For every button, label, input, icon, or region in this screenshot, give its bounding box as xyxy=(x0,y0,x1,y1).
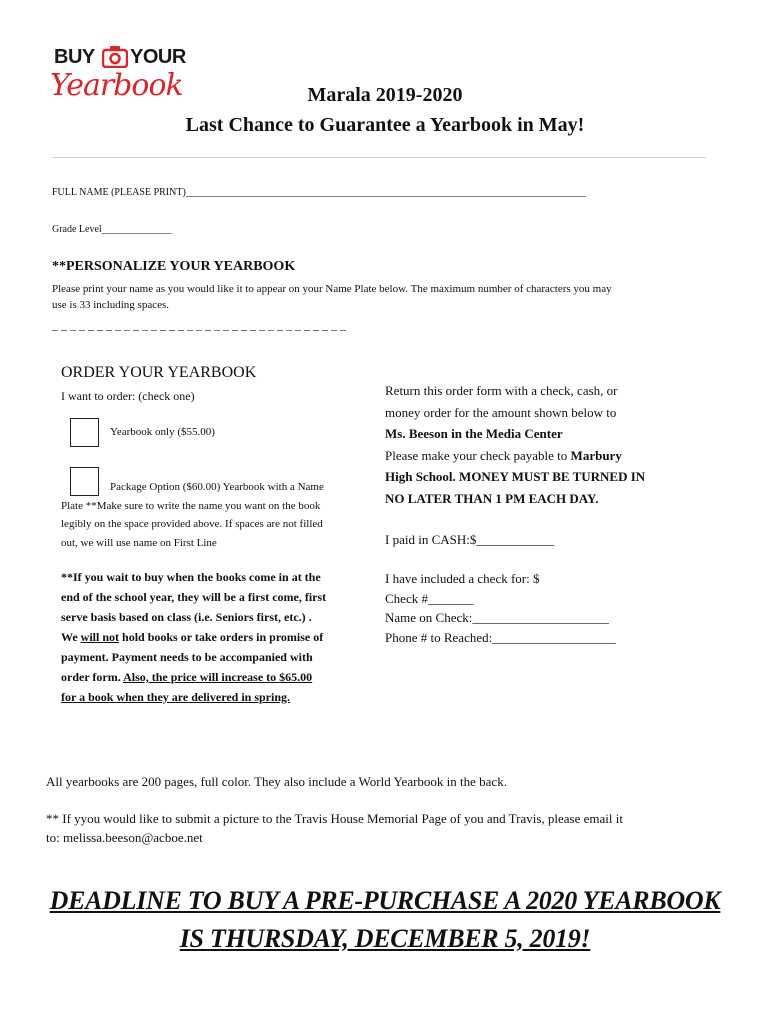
check-number-field[interactable]: Check #_______ xyxy=(385,590,474,606)
personalize-heading: **PERSONALIZE YOUR YEARBOOK xyxy=(52,259,296,274)
notice-price-increase: Also, the price will increase to $65.00 xyxy=(123,670,313,684)
deadline-line-1: DEADLINE TO BUY A PRE-PURCHASE A 2020 YEARBOOK xyxy=(49,886,721,915)
yearbook-only-checkbox[interactable] xyxy=(70,418,99,447)
deadline-line-2: IS THURSDAY, DECEMBER 5, 2019! xyxy=(179,924,591,953)
personalize-line-2: use is 33 including spaces. xyxy=(52,299,170,311)
notice-line-5: payment. Payment needs to be accompanied with xyxy=(61,650,313,664)
page-title: Marala 2019-2020 xyxy=(307,84,463,106)
name-on-check-field[interactable]: Name on Check:_____________________ xyxy=(385,610,609,625)
return-line-6: NO LATER THAN 1 PM EACH DAY. xyxy=(385,490,599,506)
page-subtitle: Last Chance to Guarantee a Yearbook in May! xyxy=(185,114,585,136)
personalize-instructions xyxy=(52,281,712,313)
logo-text-yearbook: Yearbook xyxy=(50,68,183,103)
late-purchase-notice xyxy=(61,567,381,707)
notice-line-4-c: hold books or take orders in promise of xyxy=(119,630,324,644)
return-school-name: Marbury xyxy=(570,447,622,463)
camera-icon xyxy=(102,44,128,68)
memorial-line-1: ** If yyou would like to submit a picture to the Travis House Memorial Page of you and Travis, please email it xyxy=(46,811,623,826)
notice-line-4 xyxy=(61,627,381,647)
return-line-2: money order for the amount shown below to xyxy=(385,404,617,420)
notice-line-3: serve basis based on class (i.e. Seniors first, etc.) . xyxy=(61,610,312,624)
return-line-4-a: Please make your check payable to xyxy=(385,447,571,463)
notice-line-6 xyxy=(61,667,381,687)
order-heading: ORDER YOUR YEARBOOK xyxy=(61,364,257,381)
notice-line-6-a: order form. xyxy=(61,670,124,684)
notice-line-2: end of the school year, they will be a first come, first xyxy=(61,590,327,604)
package-option-label xyxy=(61,478,371,552)
notice-line-4-a: We xyxy=(61,630,81,644)
return-instructions xyxy=(385,380,715,509)
yearbook-only-label: Yearbook only ($55.00) xyxy=(110,426,215,438)
header-divider xyxy=(52,157,706,158)
name-plate-field[interactable]: _ _ _ _ _ _ _ _ _ _ _ _ _ _ _ _ _ _ _ _ _ _ _ _ _ _ _ _ _ _ _ _ _ xyxy=(52,318,346,332)
notice-will-not: will not xyxy=(80,630,120,644)
notice-line-7: for a book when they are delivered in spring. xyxy=(61,690,291,704)
package-option-line-4: out, we will use name on First Line xyxy=(61,536,217,549)
yearbook-info: All yearbooks are 200 pages, full color. They also include a World Yearbook in the back. xyxy=(46,774,507,789)
full-name-field[interactable]: FULL NAME (PLEASE PRINT)________________________________________________________________________________ xyxy=(52,187,586,198)
logo-text-your: YOUR xyxy=(130,46,186,68)
cash-paid-field[interactable]: I paid in CASH:$____________ xyxy=(385,532,555,547)
grade-level-field[interactable]: Grade Level______________ xyxy=(52,224,172,235)
notice-line-1: **If you wait to buy when the books come in at the xyxy=(61,570,321,584)
phone-field[interactable]: Phone # to Reached:___________________ xyxy=(385,629,616,645)
order-subheading: I want to order: (check one) xyxy=(61,389,195,403)
memorial-line-2: to: melissa.beeson@acboe.net xyxy=(46,830,203,845)
return-line-1: Return this order form with a check, cash, or xyxy=(385,383,618,398)
return-line-4 xyxy=(385,445,715,467)
logo-text-buy: BUY xyxy=(54,46,95,68)
personalize-line-1: Please print your name as you would like it to appear on your Name Plate below. The maximum number of characters you may xyxy=(52,283,612,295)
return-line-3: Ms. Beeson in the Media Center xyxy=(385,426,563,441)
check-details xyxy=(385,569,616,647)
memorial-info xyxy=(46,809,736,847)
package-option-line-3: legibly on the space provided above. If spaces are not filled xyxy=(61,518,323,530)
package-option-line-1: Package Option ($60.00) Yearbook with a Name xyxy=(110,481,324,493)
package-option-line-2: Plate **Make sure to write the name you want on the book xyxy=(61,499,321,512)
check-amount-field[interactable]: I have included a check for: $ xyxy=(385,571,540,586)
return-line-5: High School. MONEY MUST BE TURNED IN xyxy=(385,469,646,484)
